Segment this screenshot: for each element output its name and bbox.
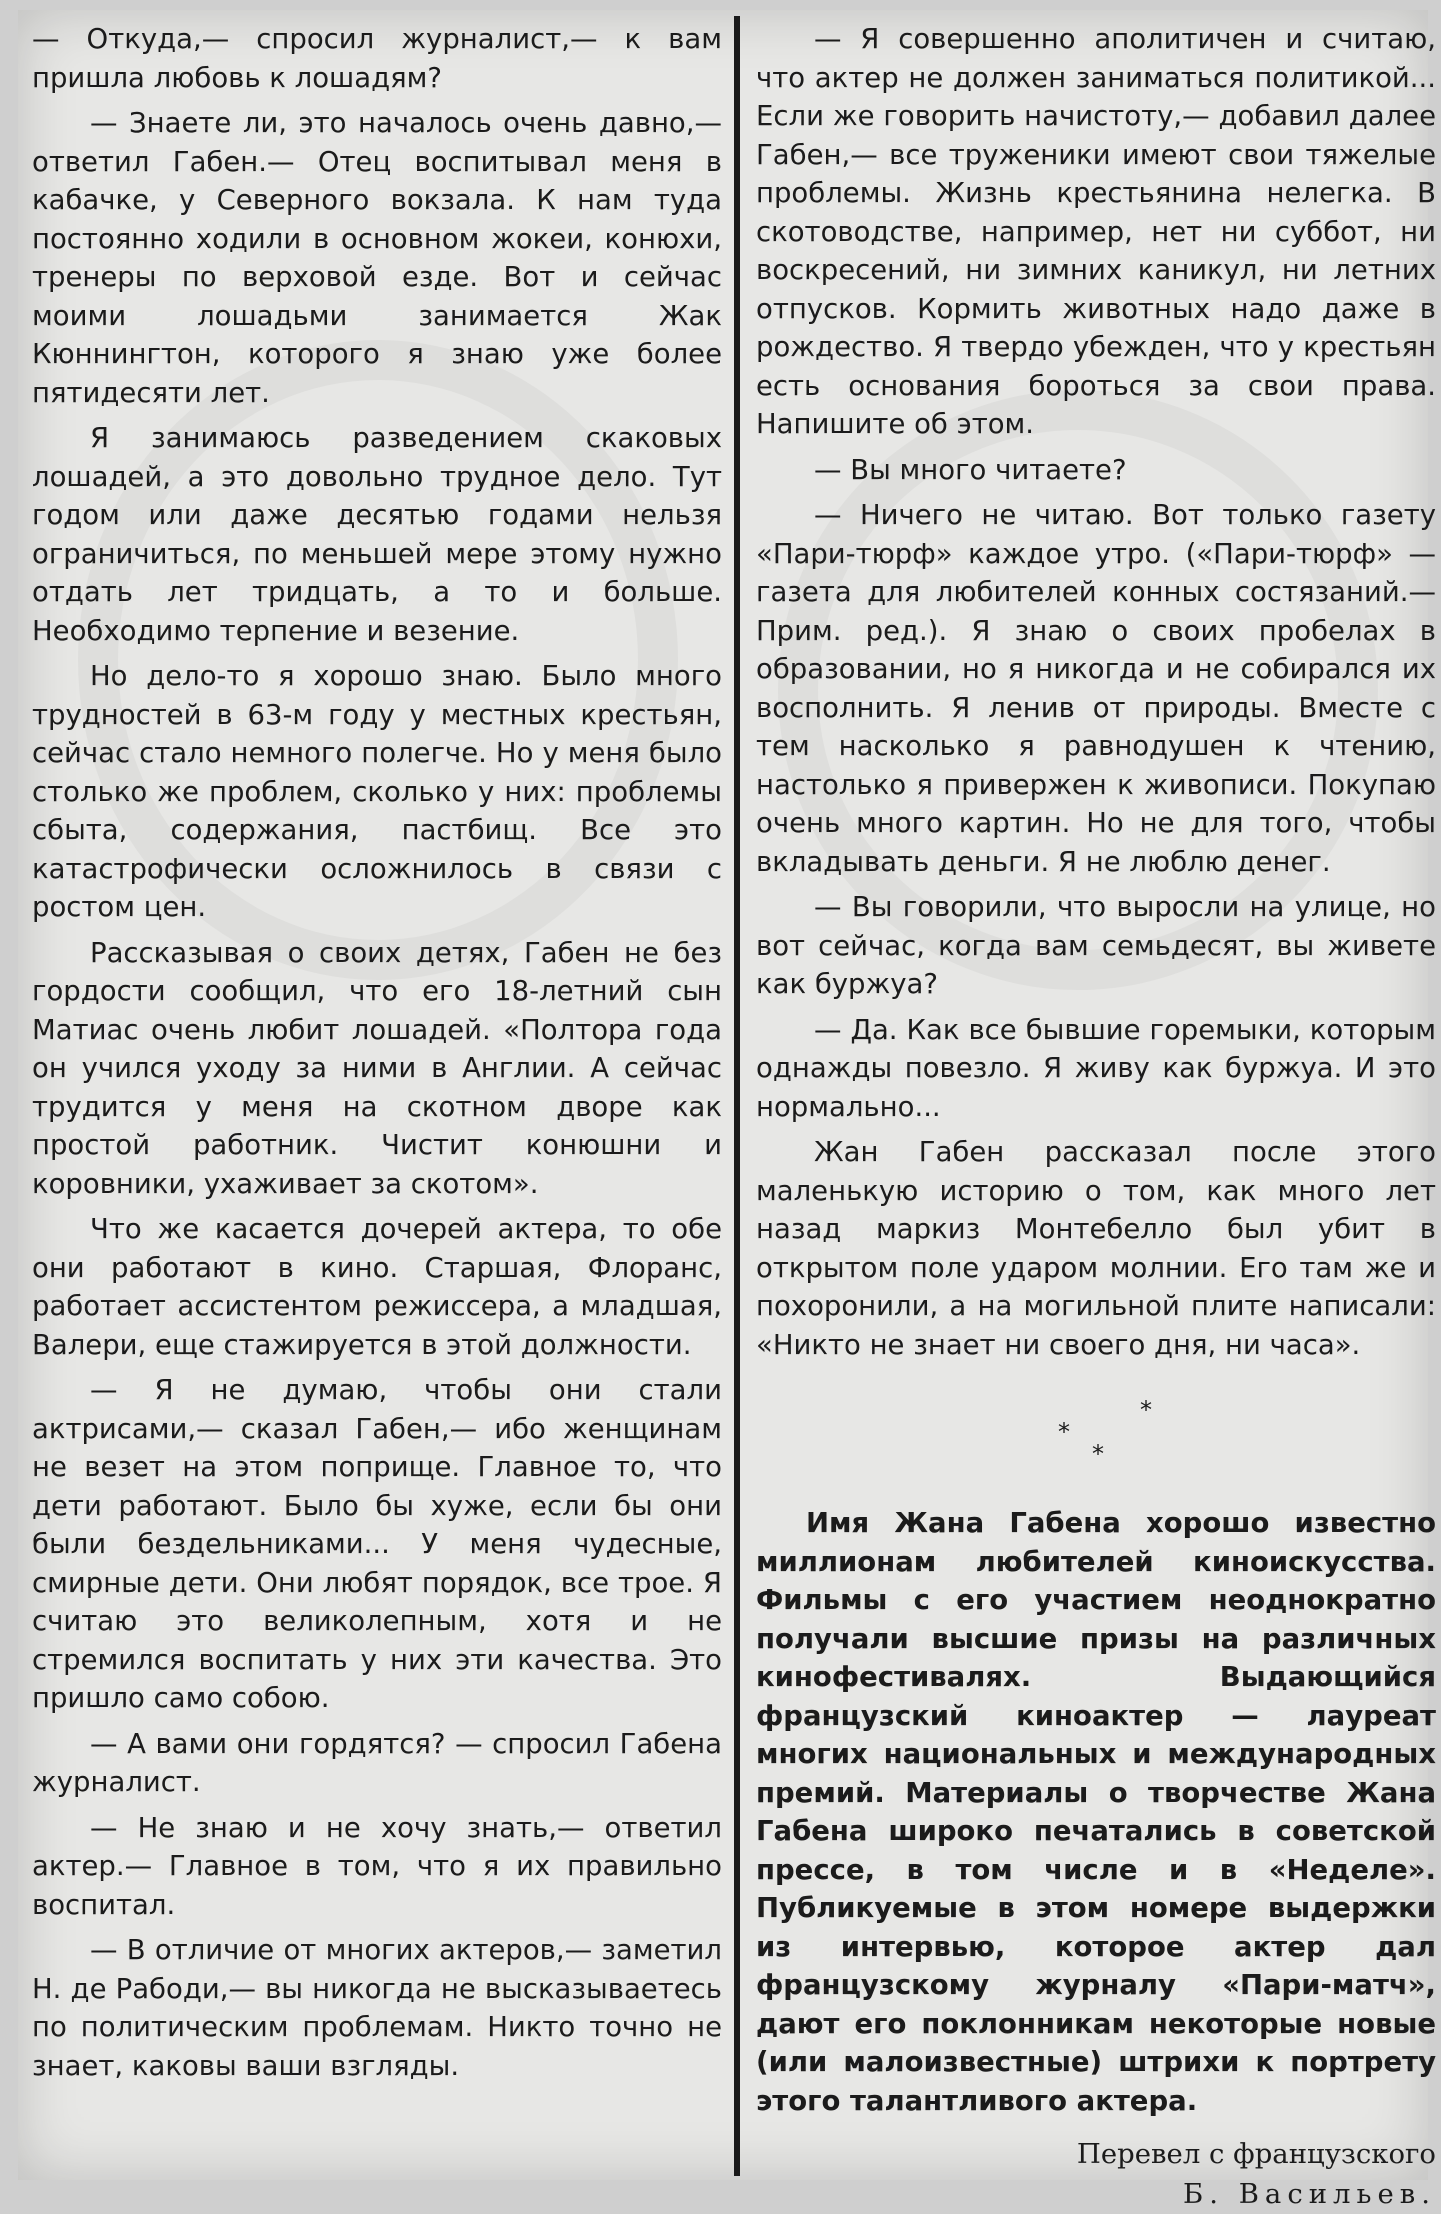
- signature-line: Перевел с французского: [1076, 2138, 1436, 2170]
- separator-star: *: [1092, 1440, 1104, 1468]
- paragraph: Но дело-то я хорошо знаю. Было много трудностей в 63-м году у местных крестьян, сейчас стало немного полегче. Но у меня было столько же проблем, сколько у них: проблемы сбыта, содержания, пастбищ. Все это катастрофически осложнилось в связи с ростом цен.: [32, 660, 722, 923]
- newspaper-clipping: [18, 10, 1436, 2210]
- paragraph: Жан Габен рассказал после этого маленькую историю о том, как много лет назад маркиз Монтебелло был убит в открытом поле ударом молнии. Его там же и похоронили, а на могильной плите написали: «Никто не знает ни своего дня, ни часа».: [756, 1136, 1436, 1361]
- column-divider: [734, 16, 740, 2176]
- right-column: [756, 20, 1436, 2214]
- paragraph: Что же касается дочерей актера, то обе они работают в кино. Старшая, Флоранс, работает ассистентом режиссера, а младшая, Валери, еще стажируется в этой должности.: [32, 1213, 722, 1361]
- section-separator: [756, 1398, 1436, 1484]
- separator-star: *: [1140, 1396, 1152, 1424]
- separator-star: *: [1058, 1418, 1070, 1446]
- paragraph: — Не знаю и не хочу знать,— ответил актер.— Главное в том, что я их правильно воспитал.: [32, 1811, 722, 1921]
- paragraph: — Да. Как все бывшие горемыки, которым однажды повезло. Я живу как буржуа. И это нормально...: [756, 1013, 1436, 1123]
- paragraph: — Я совершенно аполитичен и считаю, что актер не должен заниматься политикой... Если же говорить начистоту,— добавил далее Габен,— все труженики имеют свои тяжелые проблемы. Жизнь крестьянина нелегка. В скотоводстве, например, нет ни суббот, ни воскресений, ни зимних каникул, ни летних отпусков. Кормить животных надо даже в рождество. Я твердо убежден, что у крестьян есть основания бороться за свои права. Напишите об этом.: [756, 23, 1436, 440]
- left-column: [32, 20, 722, 2092]
- paragraph: — Я не думаю, чтобы они стали актрисами,— сказал Габен,— ибо женщинам не везет на этом поприще. Главное то, что дети работают. Было бы хуже, если бы они были бездельниками... У меня чудесные, смирные дети. Они любят порядок, все трое. Я считаю это великолепным, хотя и не стремился воспитать у них эти качества. Это пришло само собою.: [32, 1374, 722, 1714]
- translator-signature: [756, 2134, 1436, 2214]
- paragraph: — Вы говорили, что выросли на улице, но вот сейчас, когда вам семьдесят, вы живете как буржуа?: [756, 891, 1436, 1000]
- paragraph: — В отличие от многих актеров,— заметил Н. де Рабоди,— вы никогда не высказываетесь по политическим проблемам. Никто точно не знает, каковы ваши взгляды.: [32, 1934, 722, 2082]
- paragraph: — Вы много читаете?: [814, 453, 1127, 486]
- paragraph: — А вами они гордятся? — спросил Габена журналист.: [32, 1727, 722, 1798]
- paragraph: — Ничего не читаю. Вот только газету «Пари-тюрф» каждое утро. («Пари-тюрф» — газета для любителей конных состязаний.— Прим. ред.). Я знаю о своих пробелах в образовании, но я никогда и не собирался их восполнить. Я ленив от природы. Вместе с тем насколько я равнодушен к чтению, настолько я привержен к живописи. Покупаю очень много картин. Но не для того, чтобы вкладывать деньги. Я не люблю денег.: [756, 499, 1436, 878]
- editorial-note: [756, 1504, 1436, 2120]
- paragraph: — Знаете ли, это началось очень давно,— ответил Габен.— Отец воспитывал меня в кабачке, у Северного вокзала. К нам туда постоянно ходили в основном жокеи, конюхи, тренеры по верховой езде. Вот и сейчас моими лошадьми занимается Жак Кюннингтон, которого я знаю уже более пятидесяти лет.: [32, 107, 722, 409]
- paragraph: Я занимаюсь разведением скаковых лошадей, а это довольно трудное дело. Тут годом или даже десятью годами нельзя ограничиться, по меньшей мере этому нужно отдать лет тридцать, а то и больше. Необходимо терпение и везение.: [32, 422, 722, 647]
- paragraph: Рассказывая о своих детях, Габен не без гордости сообщил, что его 18-летний сын Матиас очень любит лошадей. «Полтора года он учился уходу за ними в Англии. А сейчас трудится у меня на скотном дворе как простой работник. Чистит конюшни и коровники, ухаживает за скотом».: [32, 936, 722, 1200]
- paragraph: — Откуда,— спросил журналист,— к вам пришла любовь к лошадям?: [32, 23, 722, 94]
- translator-name: Б. Васильев.: [1183, 2178, 1436, 2210]
- editorial-paragraph: Имя Жана Габена хорошо известно миллионам любителей киноискусства. Фильмы с его участием неоднократно получали высшие призы на различных кинофестивалях. Выдающийся французский киноактер — лауреат многих национальных и международных премий. Материалы о творчестве Жана Габена широко печатались в советской прессе, в том числе и в «Неделе». Публикуемые в этом номере выдержки из интервью, которое актер дал французскому журналу «Пари-матч», дают его поклонникам некоторые новые (или малоизвестные) штрихи к портрету этого талантливого актера.: [756, 1507, 1436, 2117]
